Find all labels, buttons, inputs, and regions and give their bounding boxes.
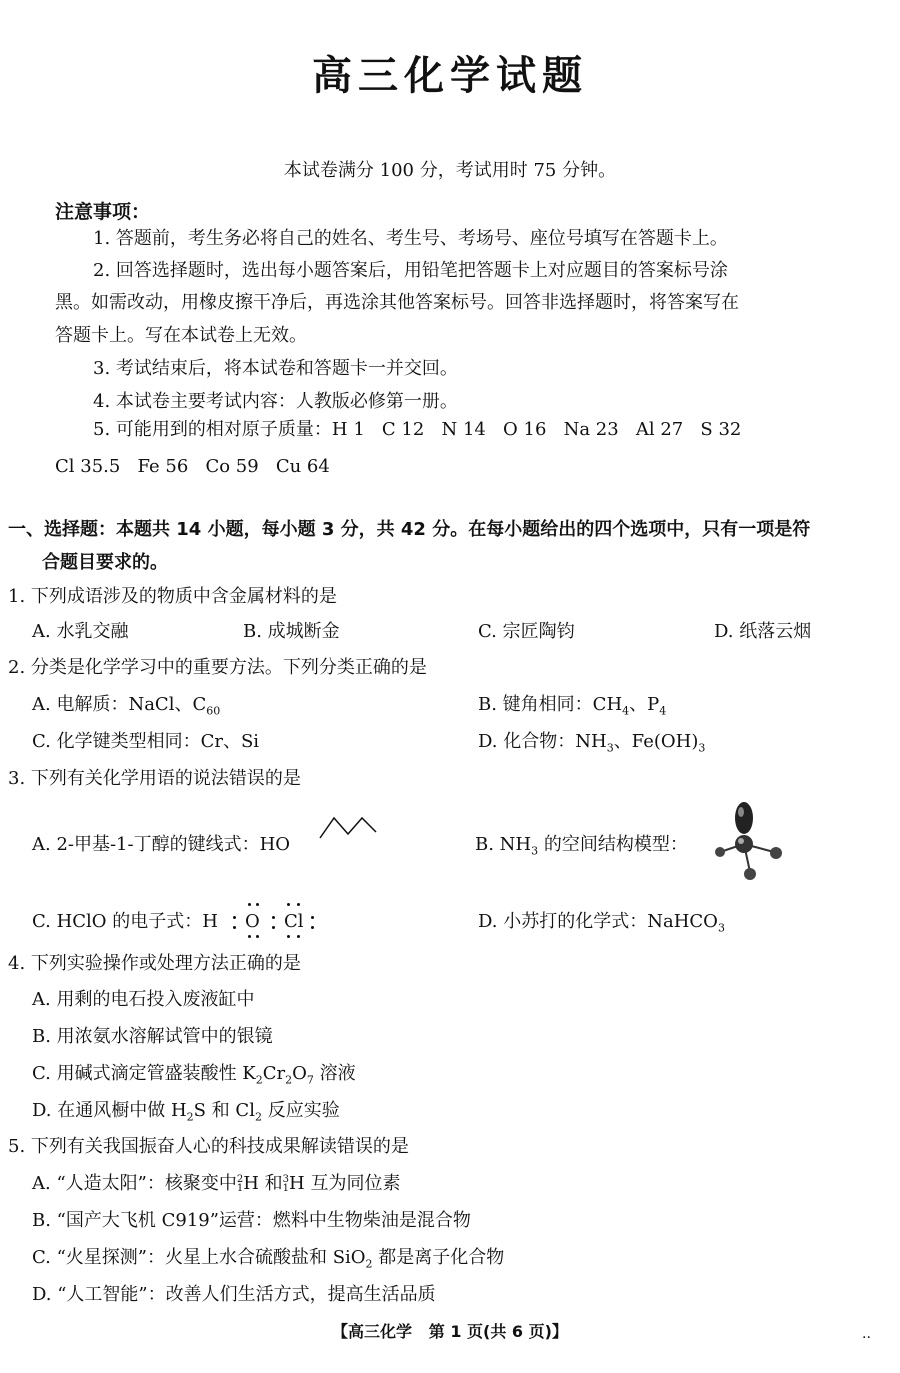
page-title: 高三化学试题 <box>312 53 588 99</box>
option-a: A. 用剩的电石投入废液缸中 <box>32 989 255 1010</box>
notice-item: Cl 35.5 Fe 56 Co 59 Cu 64 <box>55 456 330 477</box>
section-heading: 一、选择题：本题共 14 小题，每小题 3 分，共 42 分。在每小题给出的四个选项中，只有一项是符 <box>8 519 811 540</box>
notice-item: 3. 考试结束后，将本试卷和答题卡一并交回。 <box>93 358 458 379</box>
exam-info: 本试卷满分 100 分，考试用时 75 分钟。 <box>283 160 617 181</box>
option-a: A. 水乳交融 <box>32 621 129 642</box>
option-b: B. “国产大飞机 C919”运营：燃料中生物柴油是混合物 <box>32 1210 471 1231</box>
option-d: D. “人工智能”：改善人们生活方式，提高生活品质 <box>32 1284 436 1305</box>
notice-heading: 注意事项： <box>55 201 151 223</box>
option-a: A. 电解质：NaCl、$C_{60}$ <box>32 694 221 718</box>
option-d: D. 化合物：$NH_3$、$Fe(OH)_3$ <box>478 731 706 755</box>
question-stem: 5. 下列有关我国振奋人心的科技成果解读错误的是 <box>8 1136 409 1157</box>
question-stem: 4. 下列实验操作或处理方法正确的是 <box>8 953 301 974</box>
section-heading-cont: 合题目要求的。 <box>42 552 168 573</box>
option-b: B. 成城断金 <box>243 621 340 642</box>
notice-item: 2. 回答选择题时，选出每小题答案后，用铅笔把答题卡上对应题目的答案标号涂 <box>93 260 728 281</box>
option-d: D. 纸落云烟 <box>714 621 812 642</box>
option-b: B. 键角相同：$CH_4$、$P_4$ <box>478 694 667 718</box>
notice-item: 4. 本试卷主要考试内容：人教版必修第一册。 <box>93 391 458 412</box>
option-a: A. 2-甲基-1-丁醇的键线式：HO <box>32 834 291 855</box>
option-c: C. 化学键类型相同：Cr、Si <box>32 731 260 752</box>
option-b: B. $NH_3$ 的空间结构模型： <box>475 834 688 858</box>
option-c: C. “火星探测”：火星上水合硫酸盐和 SiO$_2$ 都是离子化合物 <box>32 1247 505 1271</box>
question-stem: 3. 下列有关化学用语的说法错误的是 <box>8 768 301 789</box>
notice-item: 黑。如需改动，用橡皮擦干净后，再选涂其他答案标号。回答非选择题时，将答案写在 <box>55 292 739 313</box>
option-d: D. 在通风橱中做 $H_2S$ 和 $Cl_2$ 反应实验 <box>32 1100 340 1124</box>
page-footer: 【高三化学 第 1 页(共 6 页)】 <box>332 1322 568 1341</box>
question-stem: 1. 下列成语涉及的物质中含金属材料的是 <box>8 586 337 607</box>
skeletal-formula <box>318 812 382 842</box>
option-a: A. “人造太阳”：核聚变中2 1H 和3 1H 互为同位素 <box>32 1173 401 1194</box>
option-d: D. 小苏打的化学式：NaHCO$_3$ <box>478 911 725 935</box>
notice-item: 5. 可能用到的相对原子质量：H 1 C 12 N 14 O 16 Na 23 Al 27 S 32 <box>93 419 742 440</box>
footer-mark: .. <box>862 1326 871 1342</box>
question-stem: 2. 分类是化学学习中的重要方法。下列分类正确的是 <box>8 657 427 678</box>
option-c: C. 用碱式滴定管盛装酸性 $K_2Cr_2O_7$ 溶液 <box>32 1063 356 1087</box>
chlorine-symbol: Cl <box>284 911 304 932</box>
molecule-model-image <box>712 800 788 886</box>
oxygen-symbol: O <box>245 911 260 932</box>
option-c: C. 宗匠陶钧 <box>478 621 575 642</box>
option-c: C. HClO 的电子式：H <box>32 911 218 932</box>
notice-item: 1. 答题前，考生务必将自己的姓名、考生号、考场号、座位号填写在答题卡上。 <box>93 228 728 249</box>
notice-item: 答题卡上。写在本试卷上无效。 <box>55 325 307 346</box>
option-b: B. 用浓氨水溶解试管中的银镜 <box>32 1026 273 1047</box>
